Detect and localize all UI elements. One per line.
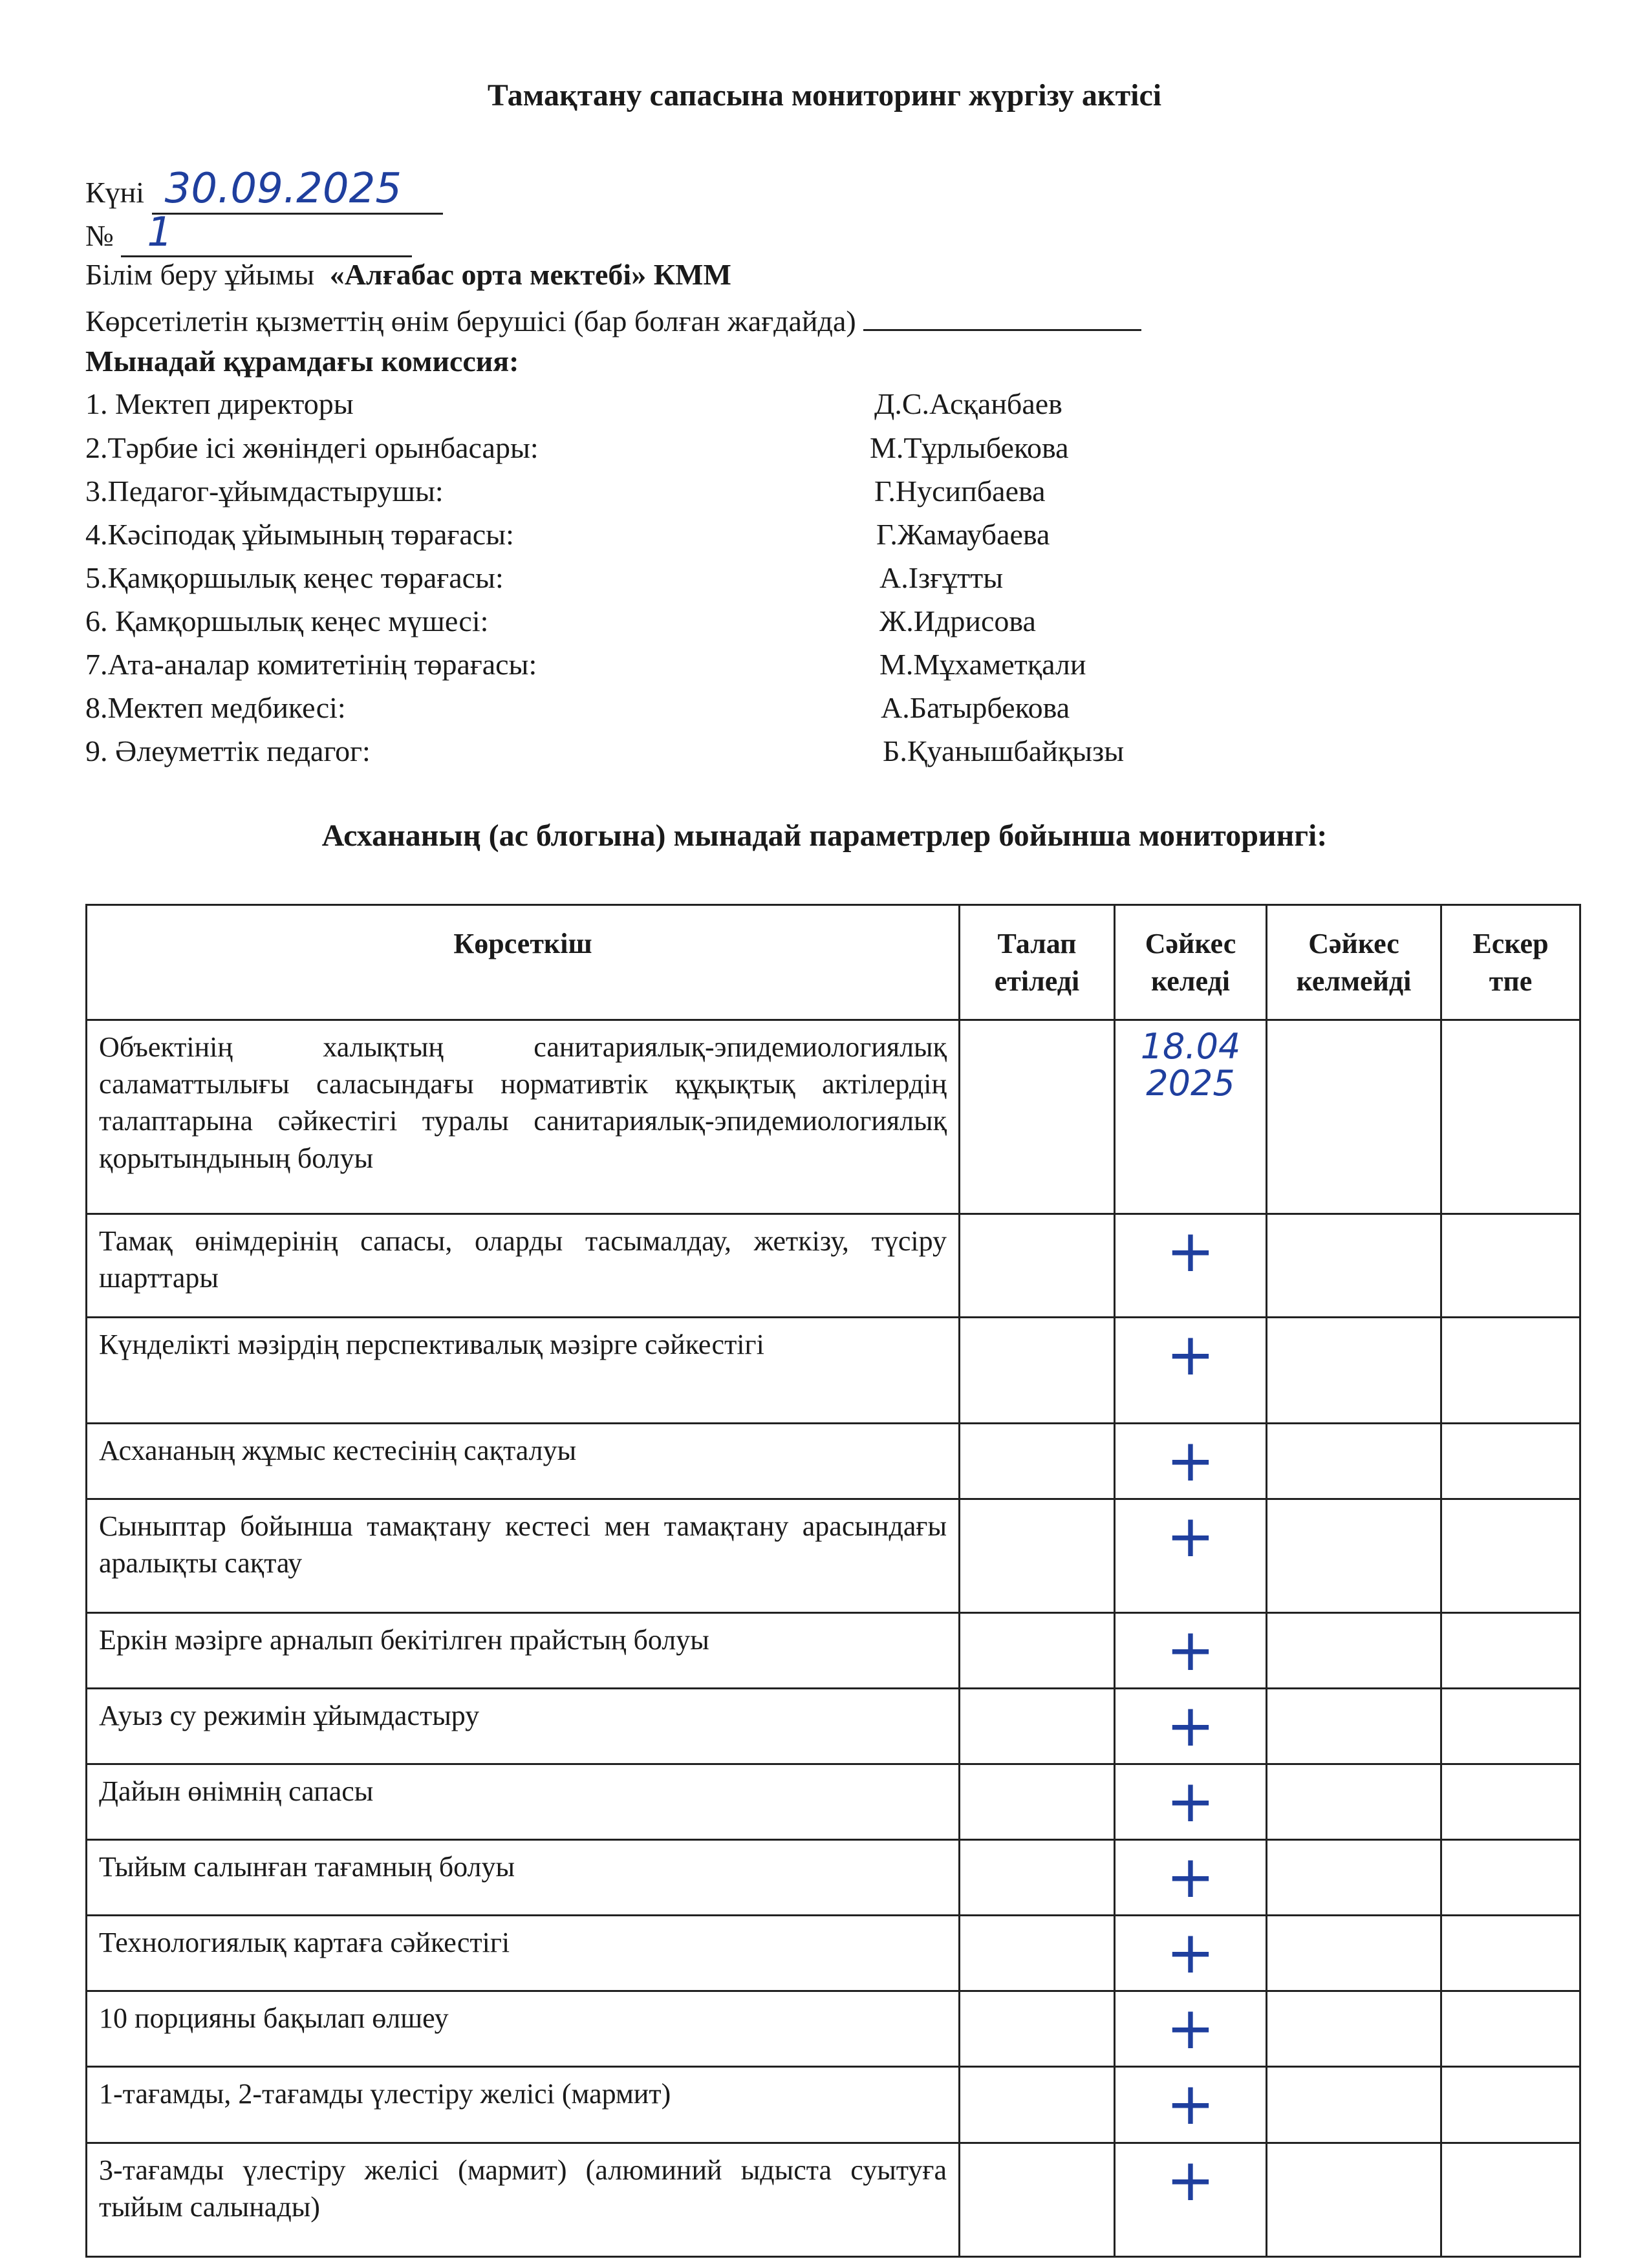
note-cell	[1441, 1499, 1580, 1613]
indicator-cell: Тыйым салынған тағамның болуы	[87, 1840, 960, 1916]
required-cell	[960, 1318, 1115, 1424]
indicator-cell: Ауыз су режимін ұйымдастыру	[87, 1689, 960, 1764]
required-cell	[960, 1499, 1115, 1613]
commission-name: А.Батырбекова	[881, 691, 1070, 724]
compliant-cell	[1115, 1499, 1267, 1613]
org-label: Білім беру ұйымы	[85, 258, 315, 291]
compliant-cell	[1115, 1991, 1267, 2067]
noncompliant-cell	[1267, 2067, 1441, 2143]
compliant-cell	[1115, 1764, 1267, 1840]
compliant-cell	[1115, 1318, 1267, 1424]
document-title: Тамақтану сапасына мониторинг жүргізу актісі	[487, 78, 1162, 112]
commission-role: 7.Ата-аналар комитетінің төрағасы:	[85, 648, 537, 681]
number-label: №	[85, 219, 114, 252]
plus-mark: +	[1166, 1321, 1215, 1389]
monitoring-table	[85, 904, 1581, 2258]
note-cell	[1441, 1689, 1580, 1764]
table-row	[87, 2067, 1580, 2143]
table-row	[87, 1689, 1580, 1764]
plus-mark: +	[1166, 1692, 1215, 1760]
date-label: Күні	[85, 176, 145, 209]
org-name: «Алғабас орта мектебі» КММ	[329, 258, 731, 291]
indicator-cell: 3-тағамды үлестіру желісі (мармит) (алюминий ыдыста суытуға тыйым салынады)	[87, 2143, 960, 2257]
table-row	[87, 1991, 1580, 2067]
table-row	[87, 1764, 1580, 1840]
required-cell	[960, 1916, 1115, 1991]
noncompliant-cell	[1267, 1840, 1441, 1916]
commission-name: Б.Қуанышбайқызы	[883, 734, 1125, 767]
compliant-cell	[1115, 1613, 1267, 1689]
plus-mark: +	[1166, 1843, 1215, 1911]
provider-line	[85, 301, 1141, 338]
table-row	[87, 1214, 1580, 1318]
indicator-cell: Сыныптар бойынша тамақтану кестесі мен тамақтану арасындағы аралықты сақтау	[87, 1499, 960, 1613]
table-row	[87, 1840, 1580, 1916]
plus-mark: +	[1166, 1919, 1215, 1987]
note-cell	[1441, 1424, 1580, 1499]
table-row	[87, 1613, 1580, 1689]
commission-name: Д.С.Асқанбаев	[874, 387, 1062, 420]
plus-mark: +	[1166, 1427, 1215, 1495]
required-cell	[960, 2067, 1115, 2143]
commission-role: 5.Қамқоршылық кеңес төрағасы:	[85, 561, 504, 594]
commission-role: 9. Әлеуметтік педагог:	[85, 734, 371, 767]
date-value: 30.09.2025	[152, 165, 443, 215]
commission-heading: Мынадай құрамдағы комиссия:	[85, 345, 519, 378]
noncompliant-cell	[1267, 1499, 1441, 1613]
commission-name: М.Мұхаметқали	[879, 648, 1086, 681]
noncompliant-cell	[1267, 1916, 1441, 1991]
commission-name: Г.Жамаубаева	[876, 518, 1050, 551]
compliant-cell	[1115, 1916, 1267, 1991]
commission-role: 3.Педагог-ұйымдастырушы:	[85, 475, 444, 508]
note-cell	[1441, 2143, 1580, 2257]
noncompliant-cell	[1267, 2143, 1441, 2257]
number-value: 1	[121, 208, 412, 257]
indicator-cell: 1-тағамды, 2-тағамды үлестіру желісі (мармит)	[87, 2067, 960, 2143]
note-cell	[1441, 1613, 1580, 1689]
required-cell	[960, 1424, 1115, 1499]
compliant-cell	[1115, 1020, 1267, 1214]
required-cell	[960, 1991, 1115, 2067]
commission-name: Ж.Идрисова	[879, 604, 1036, 637]
noncompliant-cell	[1267, 1613, 1441, 1689]
compliant-cell	[1115, 1689, 1267, 1764]
noncompliant-cell	[1267, 1318, 1441, 1424]
required-cell	[960, 1840, 1115, 1916]
plus-mark: +	[1166, 1995, 1215, 2062]
commission-role: 4.Кәсіподақ ұйымының төрағасы:	[85, 518, 514, 551]
noncompliant-cell	[1267, 1214, 1441, 1318]
table-heading: Асхананың (ас блогына) мынадай параметрлер бойынша мониторингі:	[321, 818, 1328, 853]
commission-role: 1. Мектеп директоры	[85, 387, 354, 420]
note-cell	[1441, 1764, 1580, 1840]
noncompliant-cell	[1267, 1424, 1441, 1499]
date-line	[85, 165, 443, 215]
required-cell	[960, 1764, 1115, 1840]
commission-name: А.Ізғұтты	[879, 561, 1004, 594]
org-line	[85, 257, 731, 292]
note-cell	[1441, 1214, 1580, 1318]
plus-mark: +	[1166, 1616, 1215, 1684]
note-cell	[1441, 1318, 1580, 1424]
table-row	[87, 1318, 1580, 1424]
compliant-cell	[1115, 1214, 1267, 1318]
table-row	[87, 2143, 1580, 2257]
note-cell	[1441, 1840, 1580, 1916]
plus-mark: +	[1166, 1503, 1215, 1570]
note-cell	[1441, 1020, 1580, 1214]
header-noncompliant: Сәйкес келмейді	[1267, 905, 1441, 1020]
plus-mark: +	[1166, 2146, 1215, 2214]
compliant-cell	[1115, 1840, 1267, 1916]
table-header-row	[87, 905, 1580, 1020]
handwritten-date: 18.04 2025	[1140, 1026, 1241, 1104]
indicator-cell: Асхананың жұмыс кестесінің сақталуы	[87, 1424, 960, 1499]
indicator-cell: Күнделікті мәзірдің перспективалық мәзірге сәйкестігі	[87, 1318, 960, 1424]
plus-mark: +	[1166, 1217, 1215, 1285]
indicator-cell: Технологиялық картаға сәйкестігі	[87, 1916, 960, 1991]
commission-role: 6. Қамқоршылық кеңес мүшесі:	[85, 604, 489, 637]
compliant-cell	[1115, 1424, 1267, 1499]
table-row	[87, 1020, 1580, 1214]
plus-mark: +	[1166, 2070, 1215, 2138]
required-cell	[960, 1214, 1115, 1318]
table-row	[87, 1499, 1580, 1613]
number-line	[85, 208, 412, 257]
compliant-cell	[1115, 2143, 1267, 2257]
table-row	[87, 1916, 1580, 1991]
indicator-cell: Еркін мәзірге арналып бекітілген прайстың болуы	[87, 1613, 960, 1689]
note-cell	[1441, 1916, 1580, 1991]
required-cell	[960, 2143, 1115, 2257]
indicator-cell: Дайын өнімнің сапасы	[87, 1764, 960, 1840]
header-compliant: Сәйкес келеді	[1115, 905, 1267, 1020]
provider-label: Көрсетілетін қызметтің өнім берушісі (бар болған жағдайда)	[85, 305, 856, 337]
commission-role: 2.Тәрбие ісі жөніндегі орынбасары:	[85, 431, 539, 464]
noncompliant-cell	[1267, 1020, 1441, 1214]
commission-role: 8.Мектеп медбикесі:	[85, 691, 346, 724]
header-note: Ескер тпе	[1441, 905, 1580, 1020]
required-cell	[960, 1689, 1115, 1764]
noncompliant-cell	[1267, 1764, 1441, 1840]
commission-name: Г.Нусипбаева	[874, 475, 1046, 508]
compliant-cell	[1115, 2067, 1267, 2143]
table-row	[87, 1424, 1580, 1499]
required-cell	[960, 1613, 1115, 1689]
noncompliant-cell	[1267, 1991, 1441, 2067]
indicator-cell: 10 порцияны бақылап өлшеу	[87, 1991, 960, 2067]
plus-mark: +	[1166, 1768, 1215, 1835]
required-cell	[960, 1020, 1115, 1214]
noncompliant-cell	[1267, 1689, 1441, 1764]
indicator-cell: Объектінің халықтың санитариялық-эпидемиологиялық саламаттылығы саласындағы нормативтік құқықтық актілердің талаптарына сәйкестігі туралы санитариялық-эпидемиологиялық қорытындының болуы	[87, 1020, 960, 1214]
commission-name: М.Тұрлыбекова	[870, 431, 1069, 464]
note-cell	[1441, 1991, 1580, 2067]
indicator-cell: Тамақ өнімдерінің сапасы, оларды тасымалдау, жеткізу, түсіру шарттары	[87, 1214, 960, 1318]
header-required: Талап етіледі	[960, 905, 1115, 1020]
provider-blank	[863, 301, 1141, 331]
note-cell	[1441, 2067, 1580, 2143]
header-indicator: Көрсеткіш	[87, 905, 960, 1020]
